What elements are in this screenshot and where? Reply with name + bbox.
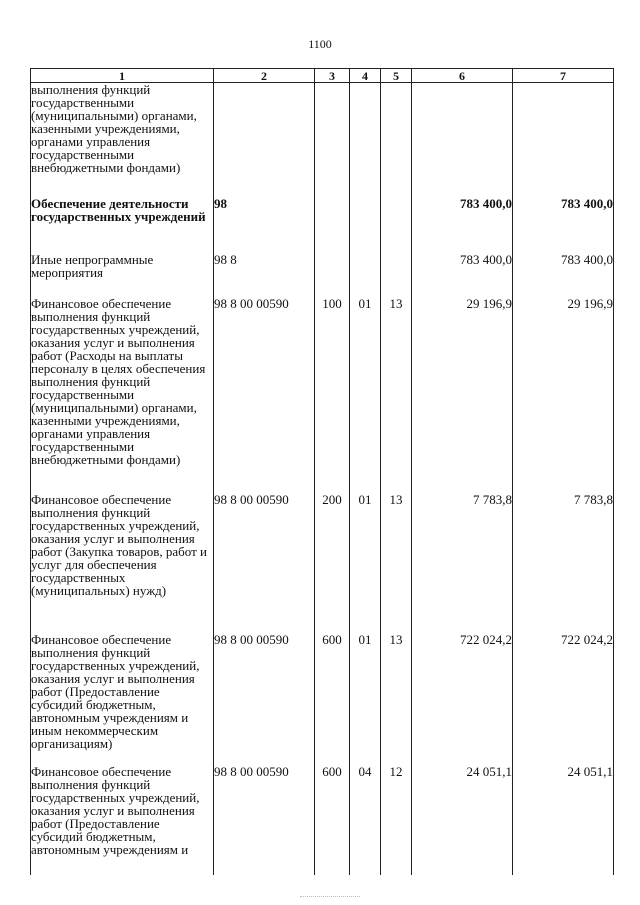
row-code: 98 8 [214,253,315,297]
table-row [31,197,614,253]
row-amount-6 [412,83,513,197]
row-code: 98 8 00 00590 [214,297,315,493]
row-rz: 01 [350,493,381,633]
table-row [31,765,614,875]
table-row [31,493,614,633]
row-rz: 01 [350,633,381,765]
row-name: выполнения функций государственными (муниципальными) органами, казенными учреждениями, органами управления государственными внебюджетными фондами) [31,83,214,197]
row-vr [315,253,350,297]
row-rz: 01 [350,297,381,493]
table-row [31,297,614,493]
row-code: 98 8 00 00590 [214,493,315,633]
row-code [214,83,315,197]
column-header: 7 [513,69,614,83]
row-amount-7: 783 400,0 [513,197,614,253]
header-row [31,69,614,83]
column-header: 6 [412,69,513,83]
row-rz [350,83,381,197]
table-row [31,83,614,197]
row-amount-7 [513,83,614,197]
row-rz [350,253,381,297]
page-number: 1100 [308,37,332,51]
row-pr [381,197,412,253]
row-vr: 600 [315,633,350,765]
column-header: 1 [31,69,214,83]
column-header: 2 [214,69,315,83]
row-code: 98 8 00 00590 [214,633,315,765]
row-amount-6: 783 400,0 [412,197,513,253]
row-amount-6: 722 024,2 [412,633,513,765]
row-name: Иные непрограммные мероприятия [31,253,214,297]
row-name: Финансовое обеспечение выполнения функций государственных учреждений, оказания услуг и выполнения работ (Предоставление субсидий бюджетным, автономным учреждениям и иным некоммерческим организациям) [31,633,214,765]
row-pr [381,253,412,297]
row-vr [315,83,350,197]
row-amount-7: 29 196,9 [513,297,614,493]
row-amount-6: 24 051,1 [412,765,513,875]
row-name: Финансовое обеспечение выполнения функций государственных учреждений, оказания услуг и выполнения работ (Предоставление субсидий бюджетным, автономным учреждениям и [31,765,214,875]
row-amount-7: 7 783,8 [513,493,614,633]
row-vr: 600 [315,765,350,875]
row-pr: 12 [381,765,412,875]
row-rz: 04 [350,765,381,875]
row-amount-7: 783 400,0 [513,253,614,297]
row-code: 98 8 00 00590 [214,765,315,875]
row-vr: 200 [315,493,350,633]
budget-table [30,68,614,875]
row-amount-7: 722 024,2 [513,633,614,765]
row-rz [350,197,381,253]
table-row [31,253,614,297]
row-vr [315,197,350,253]
row-amount-6: 7 783,8 [412,493,513,633]
table-row [31,633,614,765]
row-name: Обеспечение деятельности государственных учреждений [31,197,214,253]
row-pr: 13 [381,633,412,765]
row-pr [381,83,412,197]
row-pr: 13 [381,493,412,633]
row-name: Финансовое обеспечение выполнения функций государственных учреждений, оказания услуг и выполнения работ (Закупка товаров, работ и услуг для обеспечения государственных (муниципальных) нужд) [31,493,214,633]
row-code: 98 [214,197,315,253]
column-header: 4 [350,69,381,83]
column-header: 5 [381,69,412,83]
column-header: 3 [315,69,350,83]
row-pr: 13 [381,297,412,493]
row-amount-6: 29 196,9 [412,297,513,493]
row-amount-7: 24 051,1 [513,765,614,875]
row-vr: 100 [315,297,350,493]
row-name: Финансовое обеспечение выполнения функций государственных учреждений, оказания услуг и выполнения работ (Расходы на выплаты персоналу в целях обеспечения выполнения функций государственными (муниципальными) органами, казенными учреждениями, органами управления государственными внебюджетными фондами) [31,297,214,493]
row-amount-6: 783 400,0 [412,253,513,297]
footer-divider [300,896,360,898]
